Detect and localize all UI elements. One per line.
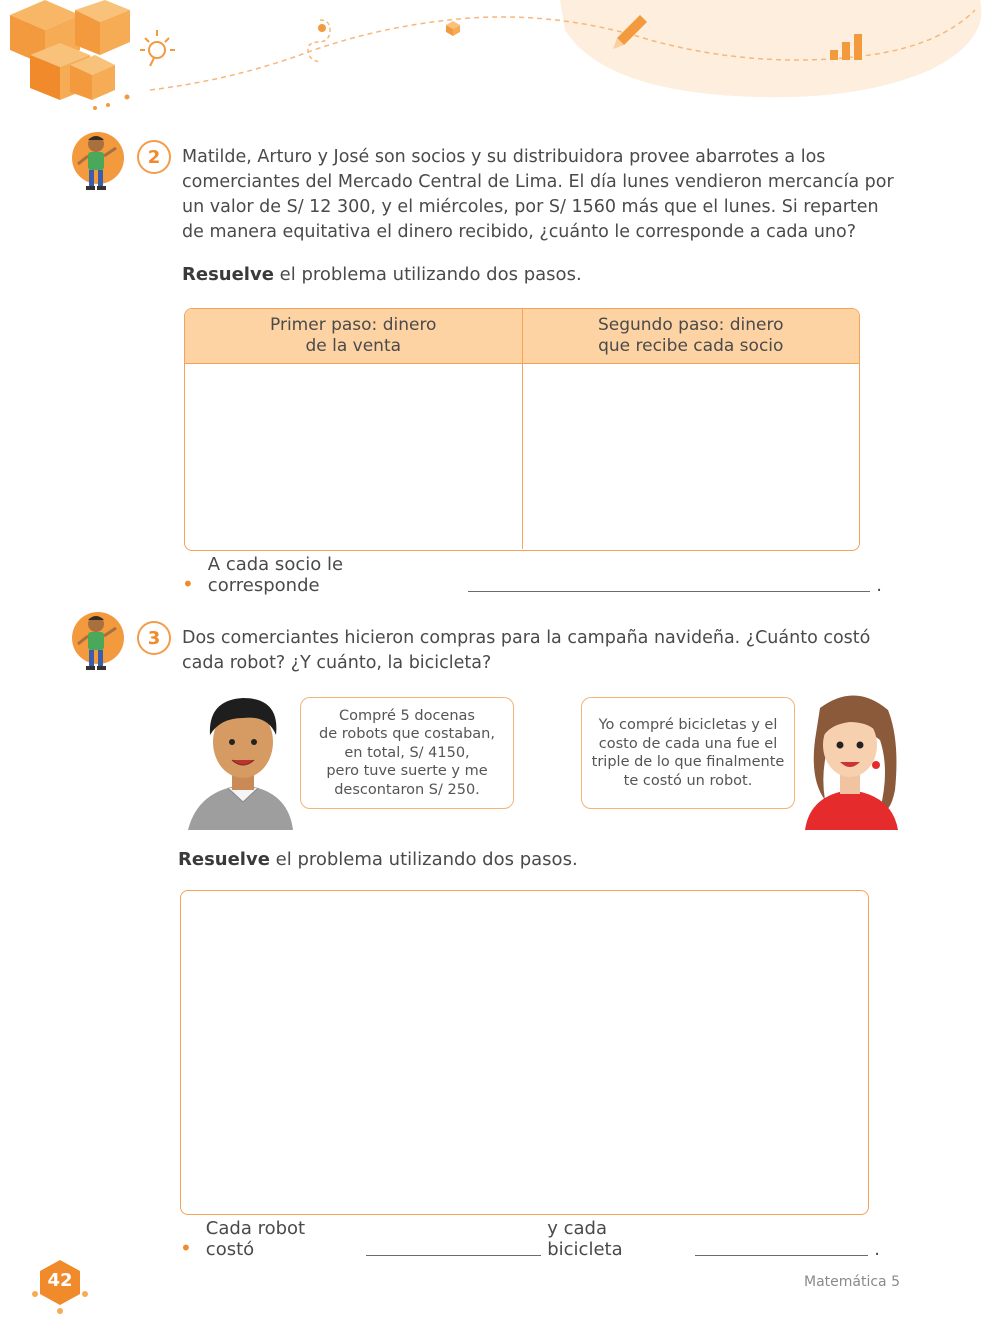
answer-period: . [874,1239,880,1260]
problem-3-instruction [178,849,578,870]
problem-2-answer-row [182,554,883,596]
man-character-icon [188,690,298,835]
steps-table [184,308,860,551]
table-header-step-1: Primer paso: dinero de la venta [185,309,523,363]
woman-speech-bubble: Yo compré bicicletas y el costo de cada una fue el triple de lo que finalmente te costó un robot. [581,697,795,809]
table-header-step-2: Segundo paso: dinero que recibe cada socio [597,315,784,356]
header-decoration [0,0,1000,120]
bullet-icon: • [182,572,194,596]
answer-period: . [876,575,883,596]
bullet-icon: • [180,1236,192,1260]
boy-avatar-icon [70,608,128,673]
answer-blank-socio[interactable] [468,572,870,592]
problem-2-statement: Matilde, Arturo y José son socios y su distribuidora provee abarrotes a los comerciantes del Mercado Central de Lima. El día lunes vendieron mercancía por un valor de S/ 12 300, y el miércoles, por S/ 1560 más que el lunes. Si reparten de manera equitativa el dinero recibido, ¿cuánto le corresponde a cada uno? [182,147,894,242]
instruction-bold: Resuelve [182,264,274,285]
answer-prefix: A cada socio le corresponde [207,554,344,596]
problem-3-work-area[interactable] [180,890,869,1215]
problem-2-instruction [182,264,582,285]
step-1-answer-cell[interactable] [185,364,523,549]
problem-3-answer-row [180,1218,880,1260]
instruction-text: el problema utilizando dos pasos. [273,264,582,285]
lightbulb-icon [140,30,175,66]
man-speech-bubble: Compré 5 docenas de robots que costaban, en total, S/ 4150, pero tuve suerte y me descontaron S/ 250. [300,697,514,809]
step-2-answer-cell[interactable] [523,364,860,549]
answer-blank-bicicleta[interactable] [695,1236,868,1256]
small-cube-icon [446,21,460,36]
page-number: 42 [47,1270,73,1291]
answer-part-bicicleta: y cada bicicleta [547,1218,623,1260]
answer-blank-robot[interactable] [366,1236,541,1256]
cubes-icon [10,0,130,110]
boy-avatar-icon [70,128,128,193]
answer-part-robot: Cada robot costó [205,1218,306,1260]
woman-character-icon [800,690,905,835]
problem-3-statement: Dos comerciantes hicieron compras para la campaña navideña. ¿Cuánto costó cada robot? ¿Y cuánto, la bicicleta? [182,628,871,673]
instruction-text: el problema utilizando dos pasos. [269,849,578,870]
instruction-bold: Resuelve [178,849,270,870]
problem-2-number-badge: 2 [137,140,171,174]
problem-3-number-badge: 3 [137,621,171,655]
book-title: Matemática 5 [804,1274,900,1290]
